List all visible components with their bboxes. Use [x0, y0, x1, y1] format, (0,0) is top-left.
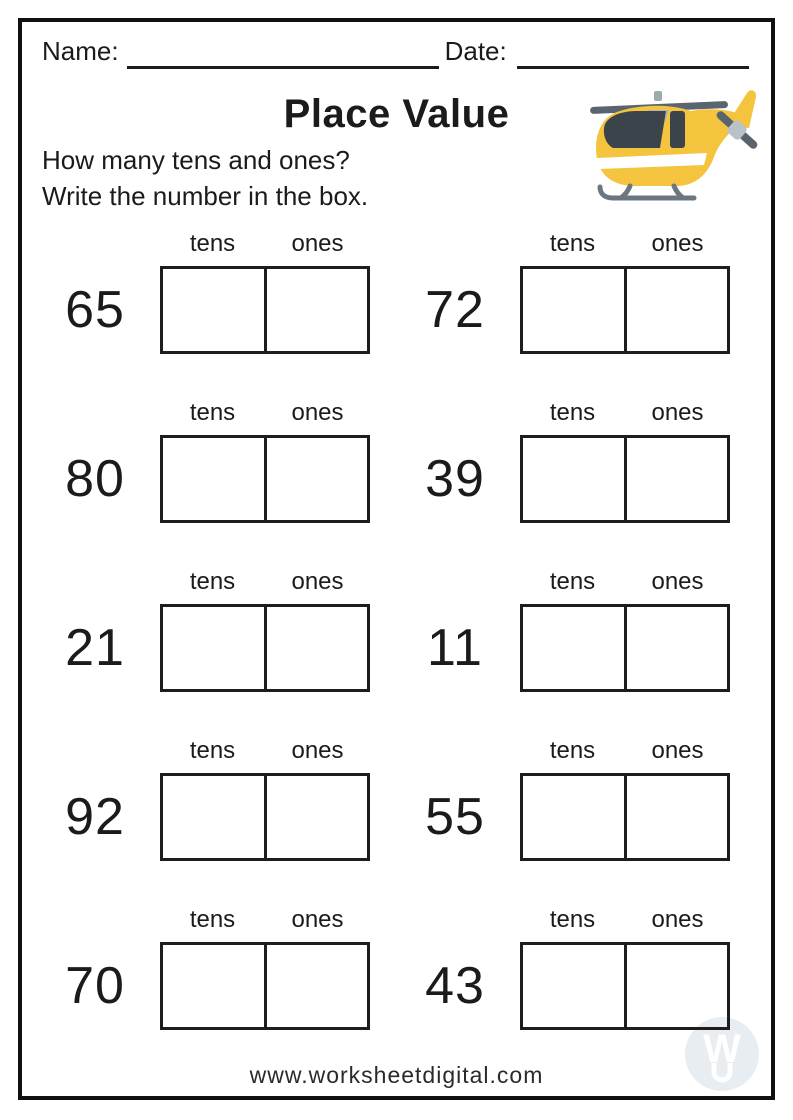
problems-grid — [30, 230, 756, 1075]
instructions — [42, 142, 368, 214]
tens-label: tens — [549, 230, 596, 257]
problem-item-11 — [390, 568, 750, 737]
problem-number: 70 — [65, 957, 125, 1015]
place-value-box — [520, 266, 730, 354]
watermark-letter: W — [703, 1027, 741, 1071]
ones-answer-cell[interactable] — [627, 438, 728, 520]
tens-answer-cell[interactable] — [163, 945, 267, 1027]
ones-label: ones — [291, 230, 344, 257]
problem-item-92 — [30, 737, 390, 906]
place-value-box — [520, 942, 730, 1030]
ones-label: ones — [291, 737, 344, 764]
tens-label: tens — [189, 906, 236, 933]
ones-answer-cell[interactable] — [267, 269, 368, 351]
name-label: Name: — [42, 36, 119, 66]
ones-answer-cell[interactable] — [627, 776, 728, 858]
tens-answer-cell[interactable] — [523, 607, 627, 689]
tens-label: tens — [549, 906, 596, 933]
tens-answer-cell[interactable] — [523, 438, 627, 520]
ones-answer-cell[interactable] — [627, 607, 728, 689]
problem-number: 80 — [65, 450, 125, 508]
problem-number: 21 — [65, 619, 125, 677]
ones-label: ones — [651, 568, 704, 595]
place-value-box — [520, 435, 730, 523]
name-line[interactable] — [127, 42, 439, 69]
ones-label: ones — [291, 399, 344, 426]
name-date-row — [42, 36, 749, 69]
tens-answer-cell[interactable] — [163, 438, 267, 520]
tens-label: tens — [189, 230, 236, 257]
tens-answer-cell[interactable] — [163, 269, 267, 351]
tens-answer-cell[interactable] — [523, 776, 627, 858]
instruction-line-2: Write the number in the box. — [42, 181, 369, 211]
problem-item-39 — [390, 399, 750, 568]
place-value-box — [520, 604, 730, 692]
page-title: Place Value — [283, 92, 510, 136]
helicopter-icon — [590, 84, 762, 202]
place-value-box — [160, 604, 370, 692]
tens-label: tens — [549, 399, 596, 426]
problem-number: 55 — [425, 788, 485, 846]
problem-item-80 — [30, 399, 390, 568]
place-value-box — [160, 773, 370, 861]
tens-label: tens — [549, 737, 596, 764]
ones-label: ones — [291, 906, 344, 933]
ones-answer-cell[interactable] — [627, 269, 728, 351]
problem-item-21 — [30, 568, 390, 737]
ones-label: ones — [291, 568, 344, 595]
problem-item-55 — [390, 737, 750, 906]
problem-number: 11 — [427, 619, 483, 677]
ones-label: ones — [651, 399, 704, 426]
problem-number: 65 — [65, 281, 125, 339]
place-value-box — [520, 773, 730, 861]
ones-answer-cell[interactable] — [267, 945, 368, 1027]
tens-answer-cell[interactable] — [523, 269, 627, 351]
ones-answer-cell[interactable] — [267, 438, 368, 520]
problem-number: 72 — [425, 281, 485, 339]
footer-url: www.worksheetdigital.com — [249, 1062, 544, 1088]
place-value-box — [160, 435, 370, 523]
problem-item-72 — [390, 230, 750, 399]
problem-item-70 — [30, 906, 390, 1075]
problem-number: 92 — [65, 788, 125, 846]
problem-item-65 — [30, 230, 390, 399]
place-value-box — [160, 942, 370, 1030]
instruction-line-1: How many tens and ones? — [42, 145, 350, 175]
problem-number: 39 — [425, 450, 485, 508]
ones-answer-cell[interactable] — [267, 607, 368, 689]
tens-answer-cell[interactable] — [523, 945, 627, 1027]
tens-label: tens — [189, 568, 236, 595]
ones-label: ones — [651, 737, 704, 764]
tens-answer-cell[interactable] — [163, 776, 267, 858]
ones-label: ones — [651, 230, 704, 257]
ones-label: ones — [651, 906, 704, 933]
tens-answer-cell[interactable] — [163, 607, 267, 689]
problem-number: 43 — [425, 957, 485, 1015]
date-line[interactable] — [517, 42, 749, 69]
date-label: Date: — [444, 36, 507, 66]
ones-answer-cell[interactable] — [267, 776, 368, 858]
problem-item-43 — [390, 906, 750, 1075]
tens-label: tens — [549, 568, 596, 595]
tens-label: tens — [189, 399, 236, 426]
ones-answer-cell[interactable] — [627, 945, 728, 1027]
place-value-box — [160, 266, 370, 354]
tens-label: tens — [189, 737, 236, 764]
